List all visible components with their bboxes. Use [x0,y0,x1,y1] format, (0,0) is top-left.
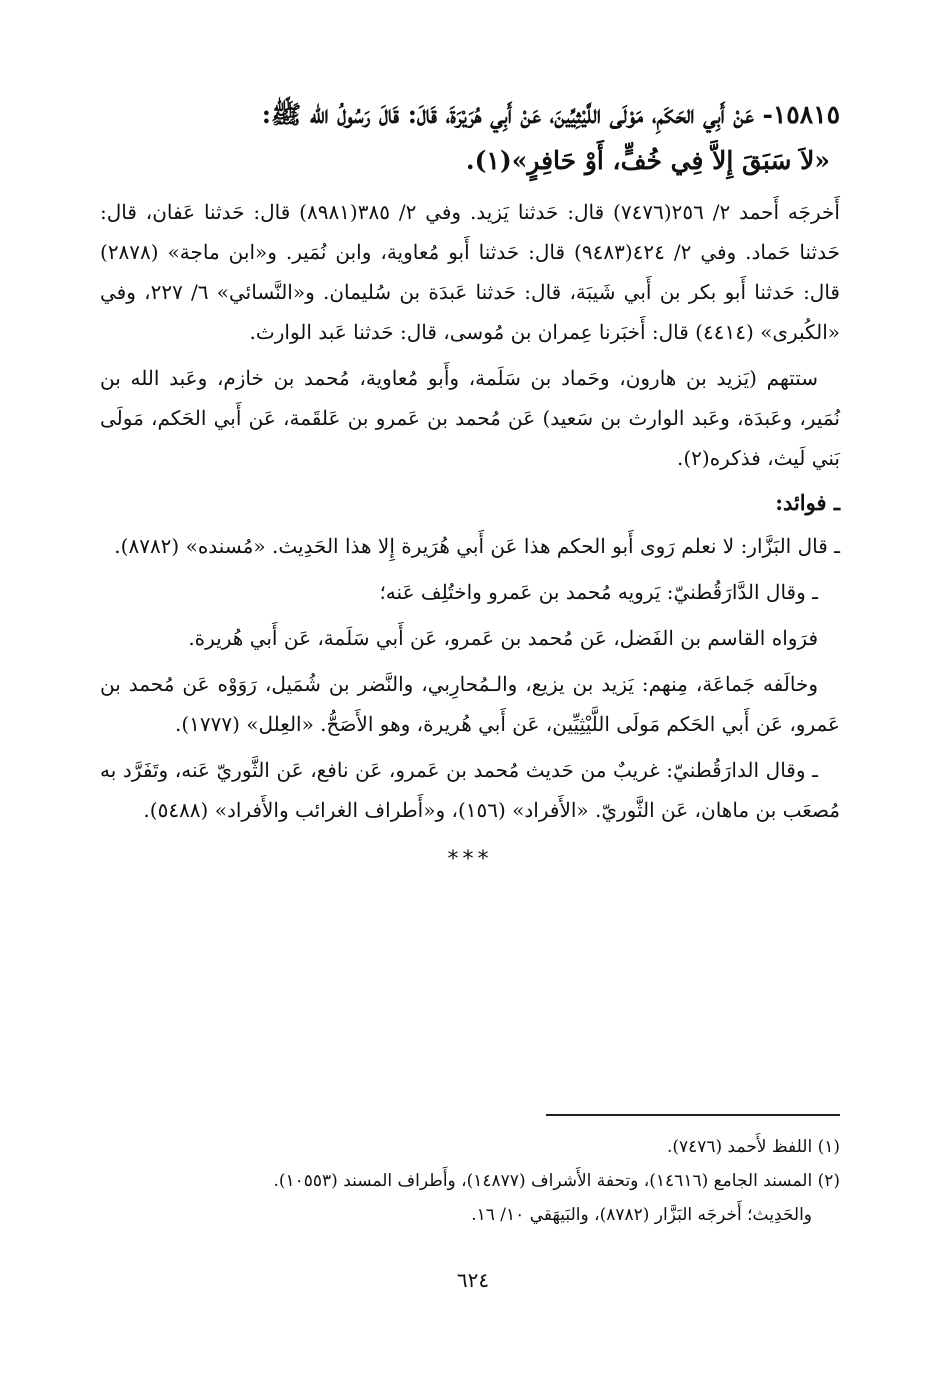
section-separator: *** [447,847,493,872]
footnotes [100,1130,840,1232]
khalafahu-note: وخالَفه جَماعَة، مِنهم: يَزيد بن يزيع، والـمُحارِبي، والنَّضر بن شُمَيل، رَوَوْه عَن مُحمد بن عَمرو، عَن أَبي الحَكم مَولَى اللَّيْثِيِّين، عَن أَبي هُريرة، وهو الأَصَحُّ. «العِلل» (١٧٧٧). [100,672,840,736]
hadith-text: «لاَ سَبَقَ إِلاَّ فِي خُفٍّ، أَوْ حَافِرٍ»(١). [465,146,830,175]
main-text [100,92,840,880]
footnote-1: (١) اللفظ لأَحمد (٧٤٧٦). [666,1137,840,1157]
footnote-2-continuation: والحَدِيث؛ أَخرجَه البَزَّار (٨٧٨٢)، والبَيهَقي ١٠/ ١٦. [471,1205,812,1225]
narrators-paragraph: ستتهم (يَزيد بن هارون، وحَماد بن سَلَمة، وأَبو مُعاوية، مُحمد بن خازم، وعَبد الله بن نُمَير، وعَبدَة، وعَبد الوارث بن سَعيد) عَن مُحمد بن عَمرو بن عَلقَمة، عَن أَبي الحَكم، مَولَى بَني لَيث، فذكره(٢). [100,366,840,470]
page-number: ٦٢٤ [456,1268,490,1292]
bazzar-note: ـ قال البَزَّار: لا نعلم رَوى أَبو الحكم هذا عَن أَبي هُرَيرة إِلا هذا الحَدِيث. «مُسنده» (٨٧٨٢). [114,534,840,558]
fawaid-title: ـ فوائد: [775,490,840,515]
footnote-2: (٢) المسند الجامع (١٤٦١٦)، وتحفة الأَشراف (١٤٨٧٧)، وأَطراف المسند (١٠٥٥٣). [273,1171,840,1191]
footnote-divider [546,1114,840,1116]
rawahu-note: فرَواه القاسم بن الفَضل، عَن مُحمد بن عَمرو، عَن أَبي سَلَمة، عَن أَبي هُريرة. [188,626,818,650]
hadith-heading: ١٥٨١٥- عَنْ أَبِي الحَكَمِ، مَوْلَى اللَّيْثِيِّينَ، عَنْ أَبِي هُرَيْرَةَ، قَالَ: قَالَ رَسُولُ الله ﷺ: [261,100,840,129]
takhrij-paragraph: أَخرجَه أَحمد ٢/ ٢٥٦(٧٤٧٦) قال: حَدثنا يَزيد. وفي ٢/ ٣٨٥(٨٩٨١) قال: حَدثنا عَفان، قال: حَدثنا حَماد. وفي ٢/ ٤٢٤(٩٤٨٣) قال: حَدثنا أَبو مُعاوية، وابن نُمَير. و«ابن ماجة» (٢٨٧٨) قال: حَدثنا أَبو بكر بن أَبي شَيبَة، قال: حَدثنا عَبدَة بن سُليمان. و«النَّسائي» ٦/ ٢٢٧، وفي «الكُبرى» (٤٤١٤) قال: أَخبَرنا عِمران بن مُوسى، قال: حَدثنا عَبد الوارث. [100,200,840,344]
daraqutni-note: ـ وقال الدَّارَقُطنيّ: يَرويه مُحمد بن عَمرو واختُلِف عَنه؛ [379,580,818,604]
daraqutni-second-note: ـ وقال الدارَقُطنيّ: غريبٌ من حَديث مُحمد بن عَمرو، عَن نافع، عَن الثَّوريّ عَنه، وتَفَرَّد به مُصعَب بن ماهان، عَن الثَّوريّ. «الأَفراد» (١٥٦)، و«أَطراف الغرائب والأَفراد» (٥٤٨٨). [100,758,840,822]
